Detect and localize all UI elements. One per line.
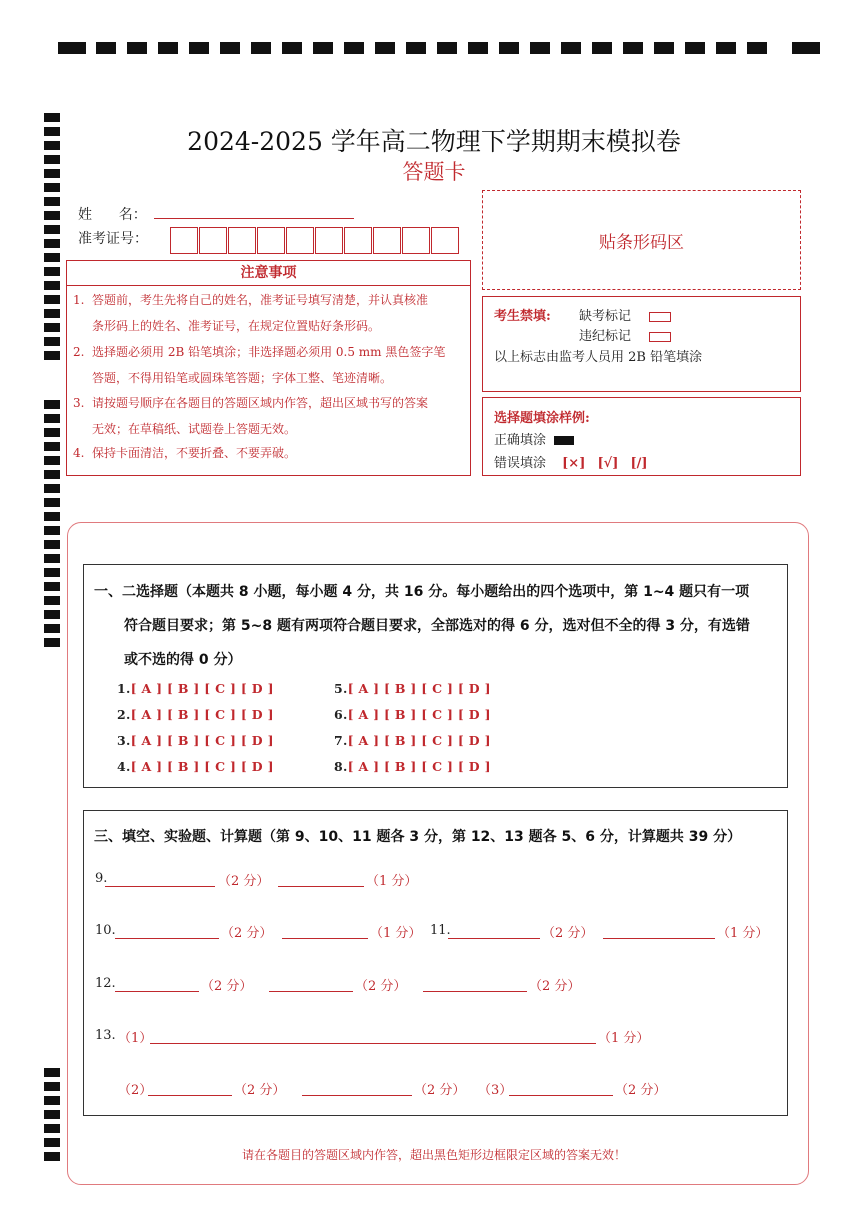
timing-mark xyxy=(44,414,60,423)
exam-id-digit-box[interactable] xyxy=(228,227,256,254)
timing-mark xyxy=(44,1124,60,1133)
exam-id-label: 准考证号： xyxy=(78,231,148,247)
answer-blank[interactable] xyxy=(150,1043,596,1044)
footer-warning: 请在各题目的答题区域内作答，超出黑色矩形边框限定区域的答案无效！ xyxy=(241,1148,626,1162)
exam-id-digit-box[interactable] xyxy=(402,227,430,254)
timing-mark xyxy=(468,42,488,54)
part-label: （2） xyxy=(118,1083,153,1098)
answer-options[interactable]: [ A ] [ B ] [ C ] [ D ] xyxy=(130,681,274,696)
timing-mark xyxy=(44,540,60,549)
timing-mark xyxy=(375,42,395,54)
timing-mark xyxy=(44,638,60,647)
answer-blank[interactable] xyxy=(282,938,368,939)
mc-question-row[interactable] xyxy=(117,681,274,696)
fill-in-instructions: 三、填空、实验题、计算题（第 9、10、11 题各 3 分，第 12、13 题各 5、6 分，计算题共 39 分） xyxy=(94,829,742,845)
filled-bubble-sample xyxy=(554,436,574,445)
answer-blank[interactable] xyxy=(115,938,219,939)
timing-mark xyxy=(44,484,60,493)
answer-blank[interactable] xyxy=(115,991,199,992)
answer-blank[interactable] xyxy=(448,938,540,939)
barcode-area xyxy=(482,190,801,290)
answer-options[interactable]: [ A ] [ B ] [ C ] [ D ] xyxy=(130,733,274,748)
answer-options[interactable]: [ A ] [ B ] [ C ] [ D ] xyxy=(347,759,491,774)
timing-mark xyxy=(44,295,60,304)
notes-heading: 注意事项 xyxy=(67,261,470,286)
proctor-marks-note: 以上标志由监考人员用 2B 铅笔填涂 xyxy=(494,350,703,365)
proctor-marks-panel xyxy=(482,296,801,392)
question-number: 9. xyxy=(95,871,108,886)
mc-instructions-line1: 一、二选择题（本题共 8 小题，每小题 4 分，共 16 分。每小题给出的四个选项中，第 1~4 题只有一项 xyxy=(94,584,750,600)
answer-blank[interactable] xyxy=(423,991,527,992)
violation-mark-label: 违纪标记 xyxy=(579,329,632,344)
mc-instructions-line3: 或不选的得 0 分） xyxy=(124,652,242,668)
points-label: （2 分） xyxy=(218,874,270,889)
answer-blank[interactable] xyxy=(603,938,715,939)
timing-mark xyxy=(44,267,60,276)
timing-mark xyxy=(437,42,457,54)
points-label: （1 分） xyxy=(717,926,769,941)
timing-mark xyxy=(44,442,60,451)
mc-instructions-line2: 符合题目要求；第 5~8 题有两项符合题目要求，全部选对的得 6 分，选对但不全的得 3 分，有选错 xyxy=(124,618,750,634)
answer-options[interactable]: [ A ] [ B ] [ C ] [ D ] xyxy=(347,681,491,696)
absent-mark-row xyxy=(579,305,671,324)
timing-mark xyxy=(251,42,271,54)
question-number: 11. xyxy=(430,923,451,938)
fill-in-section xyxy=(83,810,788,1116)
page-subtitle: 答题卡 xyxy=(402,160,466,184)
answer-options[interactable]: [ A ] [ B ] [ C ] [ D ] xyxy=(130,707,274,722)
timing-mark xyxy=(158,42,178,54)
answer-blank[interactable] xyxy=(148,1095,232,1096)
exam-id-digit-box[interactable] xyxy=(315,227,343,254)
points-label: （2 分） xyxy=(234,1083,286,1098)
answer-blank[interactable] xyxy=(509,1095,613,1096)
timing-mark xyxy=(44,568,60,577)
timing-mark xyxy=(44,1082,60,1091)
mc-question-row[interactable] xyxy=(117,707,274,722)
answer-blank[interactable] xyxy=(105,886,215,887)
multiple-choice-section xyxy=(83,564,788,788)
timing-mark xyxy=(44,1110,60,1119)
points-label: （2 分） xyxy=(615,1083,667,1098)
timing-mark xyxy=(747,42,767,54)
timing-mark xyxy=(58,42,86,54)
correct-fill-label: 正确填涂 xyxy=(494,433,547,448)
part-label: （3） xyxy=(478,1083,513,1098)
wrong-mark-cross: [×] xyxy=(562,456,586,471)
exam-id-digit-box[interactable] xyxy=(373,227,401,254)
timing-mark xyxy=(44,526,60,535)
points-label: （1 分） xyxy=(598,1031,650,1046)
timing-mark xyxy=(220,42,240,54)
timing-mark xyxy=(189,42,209,54)
timing-mark xyxy=(44,225,60,234)
timing-mark xyxy=(44,1068,60,1077)
timing-mark xyxy=(44,253,60,262)
exam-id-digit-box[interactable] xyxy=(257,227,285,254)
mc-question-row[interactable] xyxy=(334,759,491,774)
note-number: 3. xyxy=(73,396,85,410)
question-number: 3. xyxy=(117,733,131,748)
answer-options[interactable]: [ A ] [ B ] [ C ] [ D ] xyxy=(130,759,274,774)
timing-mark xyxy=(530,42,550,54)
timing-mark xyxy=(44,337,60,346)
absent-mark-box[interactable] xyxy=(649,312,671,322)
correct-fill-row xyxy=(494,429,574,448)
wrong-fill-row xyxy=(494,452,648,471)
timing-mark xyxy=(44,211,60,220)
question-number: 12. xyxy=(95,976,116,991)
exam-id-digit-box[interactable] xyxy=(344,227,372,254)
timing-mark xyxy=(313,42,333,54)
answer-blank[interactable] xyxy=(269,991,353,992)
timing-mark xyxy=(44,456,60,465)
timing-mark xyxy=(96,42,116,54)
fill-sample-panel xyxy=(482,397,801,476)
timing-mark xyxy=(654,42,674,54)
timing-mark xyxy=(792,42,820,54)
timing-mark xyxy=(44,554,60,563)
notes-panel xyxy=(66,260,471,476)
timing-mark xyxy=(623,42,643,54)
wrong-mark-check: [√] xyxy=(597,456,619,471)
wrong-mark-slash: [/] xyxy=(630,456,648,471)
points-label: （1 分） xyxy=(366,874,418,889)
timing-mark xyxy=(44,624,60,633)
barcode-label: 贴条形码区 xyxy=(599,232,684,253)
answer-blank[interactable] xyxy=(278,886,364,887)
points-label: （2 分） xyxy=(201,979,253,994)
timing-mark xyxy=(44,498,60,507)
timing-mark xyxy=(406,42,426,54)
timing-mark xyxy=(44,582,60,591)
points-label: （2 分） xyxy=(529,979,581,994)
exam-id-digit-box[interactable] xyxy=(431,227,459,254)
timing-mark xyxy=(44,1096,60,1105)
note-text: 选择题必须用 2B 铅笔填涂；非选择题必须用 0.5 mm 黑色签字笔 答题，不得用铅笔或圆珠笔答题；字体工整、笔迹清晰。 xyxy=(92,345,446,385)
timing-mark xyxy=(282,42,302,54)
question-number: 7. xyxy=(334,733,348,748)
timing-mark xyxy=(592,42,612,54)
timing-mark xyxy=(44,197,60,206)
answer-options[interactable]: [ A ] [ B ] [ C ] [ D ] xyxy=(347,733,491,748)
points-label: （2 分） xyxy=(414,1083,466,1098)
points-label: （2 分） xyxy=(221,926,273,941)
timing-mark xyxy=(44,428,60,437)
note-text: 请按题号顺序在各题目的答题区域内作答，超出区域书写的答案 无效；在草稿纸、试题卷上答题无效。 xyxy=(92,396,429,436)
note-text: 答题前，考生先将自己的姓名，准考证号填写清楚，并认真核准 条形码上的姓名、准考证号，在规定位置贴好条形码。 xyxy=(92,293,429,333)
violation-mark-box[interactable] xyxy=(649,332,671,342)
name-label: 姓 名： xyxy=(78,207,147,223)
timing-mark xyxy=(44,323,60,332)
page-title: 2024-2025 学年高二物理下学期期末模拟卷 xyxy=(187,127,681,156)
question-number: 1. xyxy=(117,681,131,696)
name-field[interactable] xyxy=(154,218,354,219)
timing-mark xyxy=(499,42,519,54)
note-number: 1. xyxy=(73,293,85,307)
timing-mark xyxy=(44,281,60,290)
timing-mark xyxy=(44,113,60,122)
fill-sample-heading: 选择题填涂样例: xyxy=(494,411,590,426)
points-label: （1 分） xyxy=(370,926,422,941)
timing-mark xyxy=(561,42,581,54)
timing-mark xyxy=(44,610,60,619)
answer-blank[interactable] xyxy=(302,1095,412,1096)
question-number: 4. xyxy=(117,759,131,774)
mc-question-row[interactable] xyxy=(334,681,491,696)
question-number: 8. xyxy=(334,759,348,774)
points-label: （2 分） xyxy=(542,926,594,941)
note-text: 保持卡面清洁，不要折叠、不要弄破。 xyxy=(92,446,297,460)
exam-id-digit-box[interactable] xyxy=(286,227,314,254)
timing-mark xyxy=(44,351,60,360)
wrong-fill-label: 错误填涂 xyxy=(494,456,547,471)
proctor-marks-heading: 考生禁填: xyxy=(494,309,551,324)
part-label: （1） xyxy=(118,1031,153,1046)
timing-mark xyxy=(44,239,60,248)
question-number: 10. xyxy=(95,923,116,938)
absent-mark-label: 缺考标记 xyxy=(579,309,632,324)
question-number: 6. xyxy=(334,707,348,722)
answer-options[interactable]: [ A ] [ B ] [ C ] [ D ] xyxy=(347,707,491,722)
timing-mark xyxy=(716,42,736,54)
exam-id-digit-box[interactable] xyxy=(170,227,198,254)
timing-mark xyxy=(44,512,60,521)
exam-id-digit-box[interactable] xyxy=(199,227,227,254)
timing-mark xyxy=(44,400,60,409)
points-label: （2 分） xyxy=(355,979,407,994)
timing-mark xyxy=(44,470,60,479)
timing-mark xyxy=(127,42,147,54)
note-number: 2. xyxy=(73,345,85,359)
timing-mark xyxy=(344,42,364,54)
violation-mark-row xyxy=(579,325,671,344)
question-number: 5. xyxy=(334,681,348,696)
mc-question-row[interactable] xyxy=(334,733,491,748)
mc-question-row[interactable] xyxy=(334,707,491,722)
timing-mark xyxy=(44,309,60,318)
note-number: 4. xyxy=(73,446,85,460)
question-number: 2. xyxy=(117,707,131,722)
timing-mark xyxy=(685,42,705,54)
question-number: 13. xyxy=(95,1028,116,1043)
mc-question-row[interactable] xyxy=(117,733,274,748)
mc-question-row[interactable] xyxy=(117,759,274,774)
timing-mark xyxy=(44,596,60,605)
